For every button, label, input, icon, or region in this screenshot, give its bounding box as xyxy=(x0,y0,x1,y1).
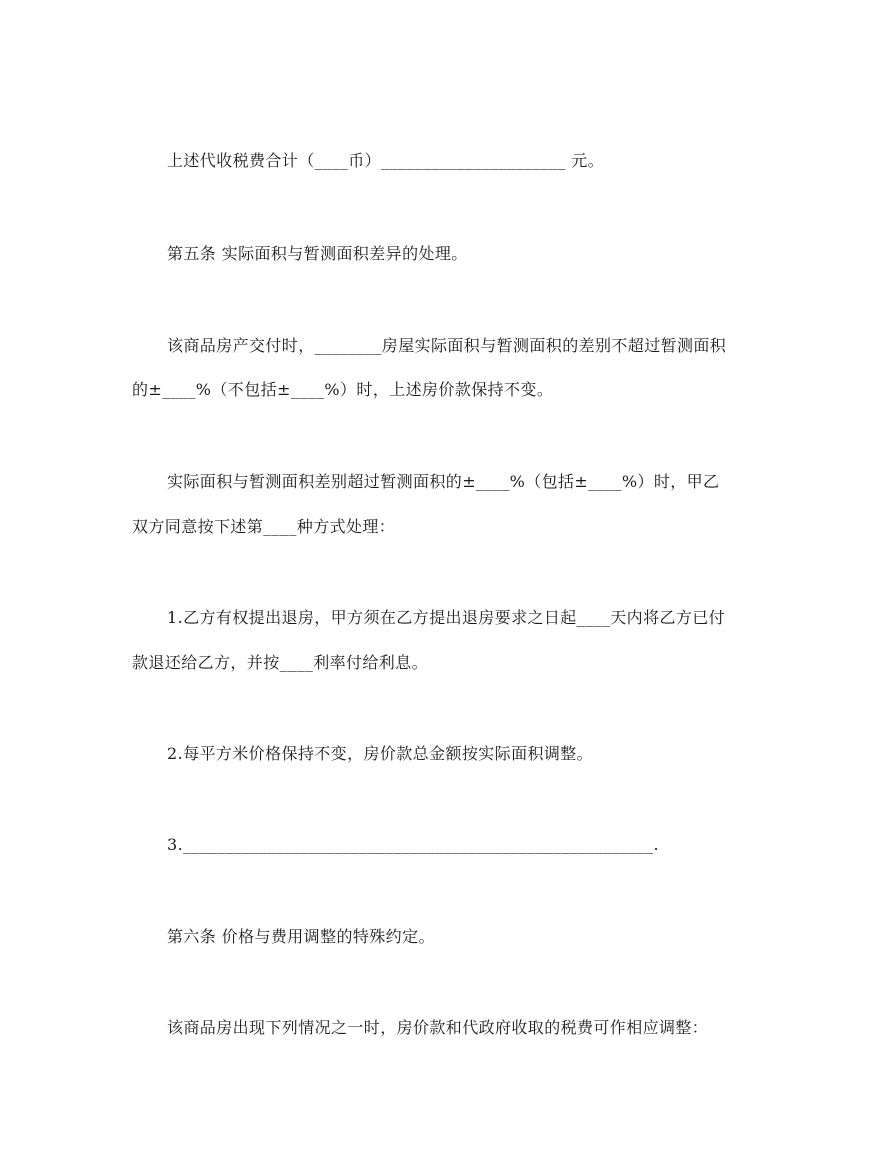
article-6-heading: 第六条 价格与费用调整的特殊约定。 xyxy=(167,927,435,946)
option-2-line: 2.每平方米价格保持不变，房价款总金额按实际面积调整。 xyxy=(167,744,594,763)
article-5-paragraph-1-line-2: 的±____%（不包括±____%）时，上述房价款保持不变。 xyxy=(132,380,554,399)
option-3-line: 3.________________________________________________________. xyxy=(167,835,659,854)
option-1-line-2: 款退还给乙方，并按____利率付给利息。 xyxy=(132,653,429,672)
article-6-paragraph: 该商品房出现下列情况之一时，房价款和代政府收取的税费可作相应调整： xyxy=(167,1018,709,1037)
tax-total-line: 上述代收税费合计（____币）______________________ 元。 xyxy=(167,151,605,170)
article-5-heading: 第五条 实际面积与暂测面积差异的处理。 xyxy=(167,244,468,263)
article-5-paragraph-1-line-1: 该商品房产交付时，________房屋实际面积与暂测面积的差别不超过暂测面积 xyxy=(167,336,727,355)
article-5-paragraph-2-line-2: 双方同意按下述第____种方式处理： xyxy=(132,517,396,536)
option-1-line-1: 1.乙方有权提出退房，甲方须在乙方提出退房要求之日起____天内将乙方已付 xyxy=(167,608,726,627)
article-5-paragraph-2-line-1: 实际面积与暂测面积差别超过暂测面积的±____%（包括±____%）时，甲乙 xyxy=(167,472,720,491)
